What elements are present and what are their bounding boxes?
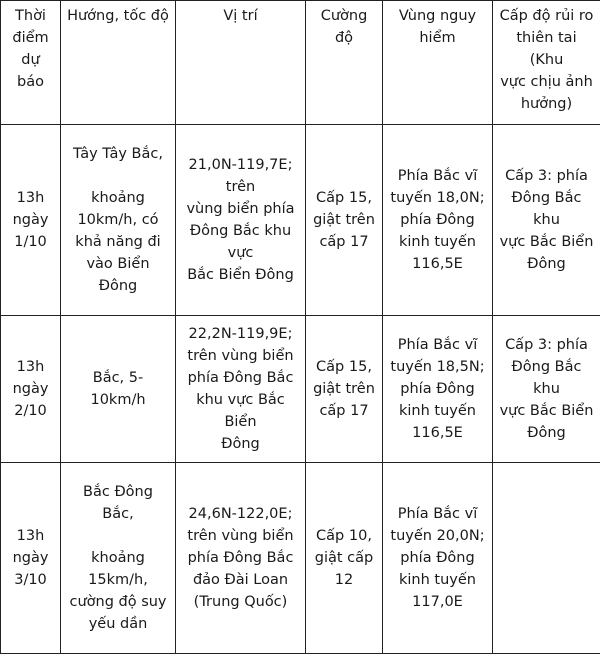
header-forecast-time: Thời điểm dự báo xyxy=(1,1,61,125)
cell-danger-zone: Phía Bắc vĩ tuyến 18,5N; phía Đông kinh tuyến 116,5E xyxy=(383,316,493,463)
cell-forecast-time: 13h ngày 3/10 xyxy=(1,463,61,654)
cell-direction-speed: Bắc Đông Bắc, khoảng 15km/h, cường độ suy yếu dần xyxy=(61,463,176,654)
cell-danger-zone: Phía Bắc vĩ tuyến 18,0N; phía Đông kinh tuyến 116,5E xyxy=(383,125,493,316)
cell-position: 21,0N-119,7E; trên vùng biển phía Đông Bắc khu vực Bắc Biển Đông xyxy=(176,125,306,316)
header-position: Vị trí xyxy=(176,1,306,125)
cell-position: 24,6N-122,0E; trên vùng biển phía Đông Bắc đảo Đài Loan (Trung Quốc) xyxy=(176,463,306,654)
cell-direction-speed: Tây Tây Bắc, khoảng 10km/h, có khả năng đi vào Biển Đông xyxy=(61,125,176,316)
cell-risk-level: Cấp 3: phía Đông Bắc khu vực Bắc Biển Đông xyxy=(493,316,600,463)
cell-risk-level: Cấp 3: phía Đông Bắc khu vực Bắc Biển Đông xyxy=(493,125,600,316)
cell-forecast-time: 13h ngày 1/10 xyxy=(1,125,61,316)
table-header-row xyxy=(1,1,600,125)
table-row xyxy=(1,125,600,316)
header-risk-level: Cấp độ rủi ro thiên tai (Khu vực chịu ảnh hưởng) xyxy=(493,1,600,125)
header-intensity: Cường độ xyxy=(306,1,383,125)
header-danger-zone: Vùng nguy hiểm xyxy=(383,1,493,125)
table-row xyxy=(1,463,600,654)
cell-position: 22,2N-119,9E; trên vùng biển phía Đông Bắc khu vực Bắc Biển Đông xyxy=(176,316,306,463)
cell-risk-level xyxy=(493,463,600,654)
cell-direction-speed: Bắc, 5- 10km/h xyxy=(61,316,176,463)
cell-intensity: Cấp 15, giật trên cấp 17 xyxy=(306,125,383,316)
cell-danger-zone: Phía Bắc vĩ tuyến 20,0N; phía Đông kinh tuyến 117,0E xyxy=(383,463,493,654)
cell-forecast-time: 13h ngày 2/10 xyxy=(1,316,61,463)
table-row xyxy=(1,316,600,463)
cell-intensity: Cấp 10, giật cấp 12 xyxy=(306,463,383,654)
cell-intensity: Cấp 15, giật trên cấp 17 xyxy=(306,316,383,463)
header-direction-speed: Hướng, tốc độ xyxy=(61,1,176,125)
